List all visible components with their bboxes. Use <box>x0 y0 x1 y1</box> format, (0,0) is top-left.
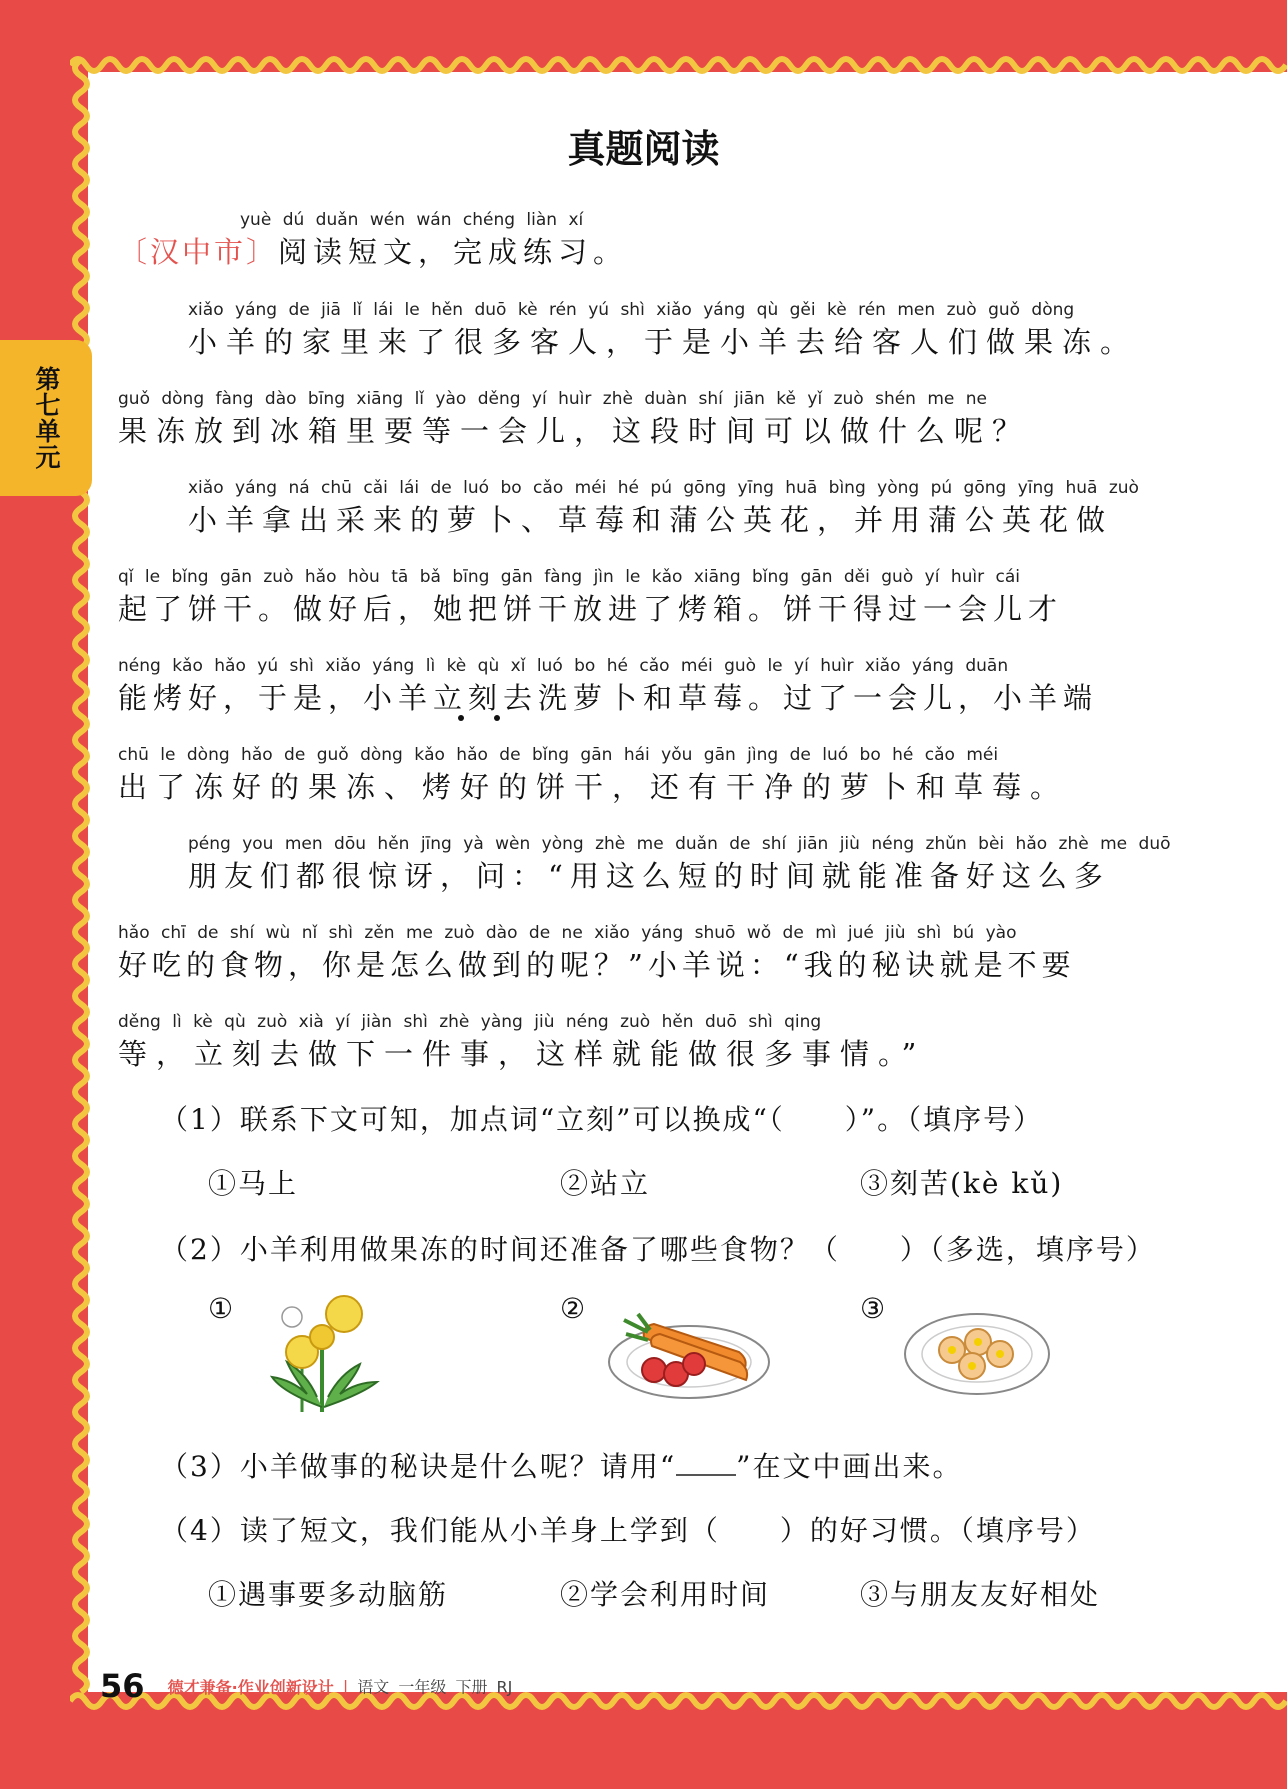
passage-text: 好吃的食物，你是怎么做到的呢？”小羊说：“我的秘诀就是不要 <box>118 948 1076 982</box>
question-2: （2）小羊利用做果冻的时间还准备了哪些食物？（ ）（多选，填序号） <box>160 1233 1156 1266</box>
passage-text: 小羊的家里来了很多客人，于是小羊去给客人们做果冻。 <box>188 325 1139 359</box>
q1-option-1: ①马上 <box>208 1167 299 1200</box>
emphasis-dot <box>458 715 464 721</box>
passage-line-4 <box>118 567 1188 627</box>
passage-text: 果冻放到冰箱里要等一会儿，这段时间可以做什么呢？ <box>118 414 1031 448</box>
question-3-text-end: ”在文中画出来。 <box>736 1450 963 1483</box>
passage-pinyin: xiǎo yáng ná chū cǎi lái de luó bo cǎo méi hé pú gōng yīng huā bìng yòng pú gōng yīng huā zuò <box>188 478 1139 498</box>
passage-text: 能烤好，于是，小羊立刻去洗萝卜和草莓。过了一会儿，小羊端 <box>118 681 1099 715</box>
passage-pinyin: péng you men dōu hěn jīng yà wèn yòng zhè me duǎn de shí jiān jiù néng zhǔn bèi hǎo zhè me duō <box>188 834 1171 854</box>
dandelion-image <box>262 1282 392 1422</box>
passage-pinyin: qǐ le bǐng gān zuò hǎo hòu tā bǎ bīng gān fàng jìn le kǎo xiāng bǐng gān děi guò yí huìr cái <box>118 567 1020 587</box>
left-wave-border <box>66 60 96 1700</box>
intro-pinyin: yuè dú duǎn wén wán chéng liàn xí <box>240 210 584 230</box>
q4-option-3: ③与朋友友好相处 <box>860 1578 1101 1611</box>
passage-line-5 <box>118 656 1188 716</box>
question-3-text: （3）小羊做事的秘诀是什么呢？请用“ <box>160 1450 677 1483</box>
q2-label-1: ① <box>208 1292 236 1325</box>
carrot-strawberry-plate-image <box>604 1300 774 1404</box>
passage-text: 朋友们都很惊讶，问：“用这么短的时间就能准备好这么多 <box>188 859 1110 893</box>
unit-tab-label: 第七单元 <box>32 366 61 470</box>
passage-pinyin: guǒ dòng fàng dào bīng xiāng lǐ yào děng yí huìr zhè duàn shí jiān kě yǐ zuò shén me ne <box>118 389 988 409</box>
intro-text: 阅读短文，完成练习。 <box>278 235 629 269</box>
passage-text: 小羊拿出采来的萝卜、草莓和蒲公英花，并用蒲公英花做 <box>188 503 1114 537</box>
question-3 <box>160 1445 962 1485</box>
passage-pinyin: néng kǎo hǎo yú shì xiǎo yáng lì kè qù xǐ luó bo hé cǎo méi guò le yí huìr xiǎo yáng duān <box>118 656 1009 676</box>
passage-pinyin: chū le dòng hǎo de guǒ dòng kǎo hǎo de bǐng gān hái yǒu gān jìng de luó bo hé cǎo méi <box>118 745 999 765</box>
unit-tab <box>0 340 92 496</box>
passage-pinyin: hǎo chī de shí wù nǐ shì zěn me zuò dào de ne xiǎo yáng shuō wǒ de mì jué jiù shì bú yào <box>118 923 1017 943</box>
subject-info: 语文 一年级 下册 RJ <box>357 1677 513 1697</box>
q4-option-1: ①遇事要多动脑筋 <box>208 1578 449 1611</box>
question-1: （1）联系下文可知，加点词“立刻”可以换成“（ ）”。（填序号） <box>160 1103 1044 1136</box>
q2-label-3: ③ <box>860 1292 888 1325</box>
intro-line <box>118 210 1188 269</box>
q1-option-2: ②站立 <box>560 1167 651 1200</box>
page-footer <box>100 1667 512 1705</box>
passage-line-2 <box>118 389 1188 449</box>
q2-label-2: ② <box>560 1292 588 1325</box>
cookie-plate-image <box>902 1308 1052 1398</box>
region-label: 〔汉中市〕 <box>118 235 279 269</box>
top-wave-border <box>70 50 1287 80</box>
passage-line-1 <box>118 300 1188 360</box>
passage-text: 出了冻好的果冻、烤好的饼干，还有干净的萝卜和草莓。 <box>118 770 1069 804</box>
q1-option-3: ③刻苦(kè kǔ) <box>860 1167 1064 1200</box>
passage-line-7 <box>118 834 1188 894</box>
passage-pinyin: xiǎo yáng de jiā lǐ lái le hěn duō kè rén yú shì xiǎo yáng qù gěi kè rén men zuò guǒ dòng <box>188 300 1075 320</box>
passage-text: 起了饼干。做好后，她把饼干放进了烤箱。饼干得过一会儿才 <box>118 592 1064 626</box>
passage-text: 等，立刻去做下一件事，这样就能做很多事情。” <box>118 1037 926 1071</box>
underline-sample <box>676 1454 736 1476</box>
passage-line-3 <box>118 478 1188 538</box>
passage-line-8 <box>118 923 1188 983</box>
q4-option-2: ②学会利用时间 <box>560 1578 771 1611</box>
series-brand: 德才兼备·作业创新设计 <box>167 1677 334 1697</box>
passage-pinyin: děng lì kè qù zuò xià yí jiàn shì zhè yàng jiù néng zuò hěn duō shì qing <box>118 1012 822 1032</box>
page-title: 真题阅读 <box>567 127 720 171</box>
emphasis-dot <box>494 715 500 721</box>
page-number: 56 <box>100 1667 145 1705</box>
footer-separator: | <box>342 1676 349 1696</box>
passage-line-9 <box>118 1012 1188 1072</box>
question-4: （4）读了短文，我们能从小羊身上学到（ ）的好习惯。（填序号） <box>160 1514 1096 1547</box>
passage-line-6 <box>118 745 1188 805</box>
